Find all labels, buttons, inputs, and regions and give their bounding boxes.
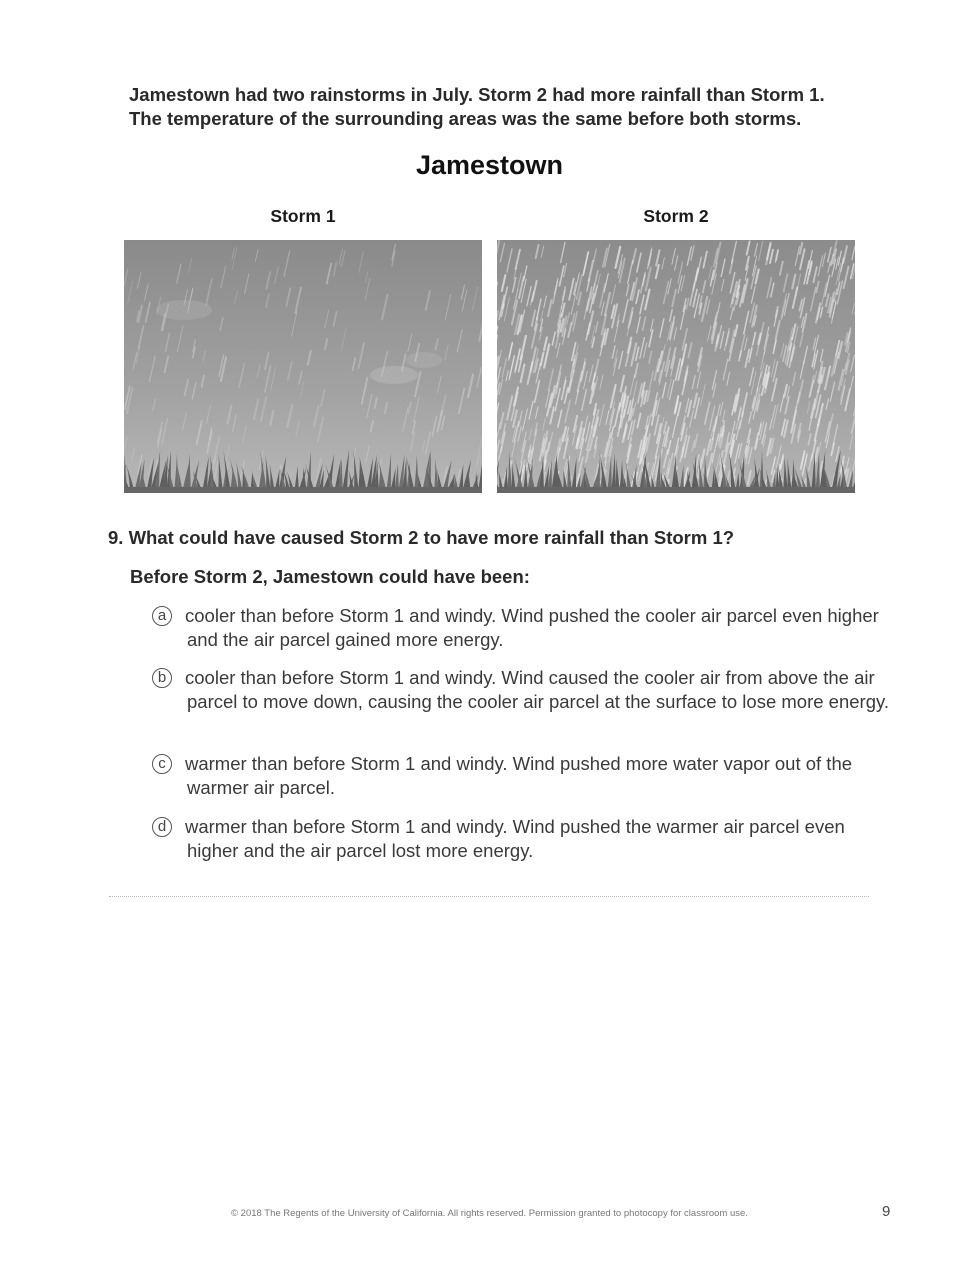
answer-option-a[interactable]: [152, 604, 892, 652]
section-divider: [109, 896, 869, 897]
option-a-text: cooler than before Storm 1 and windy. Wind pushed the cooler air parcel even higher and the air parcel gained more energy.: [185, 605, 879, 650]
option-c-bubble[interactable]: c: [152, 754, 172, 774]
option-a-bubble[interactable]: a: [152, 606, 172, 626]
storm-2-image: [497, 240, 855, 493]
intro-line-1: Jamestown had two rainstorms in July. Storm 2 had more rainfall than Storm 1.: [129, 84, 825, 105]
option-d-bubble[interactable]: d: [152, 817, 172, 837]
answer-option-b[interactable]: [152, 666, 892, 714]
answer-option-c[interactable]: [152, 752, 892, 800]
option-b-text: cooler than before Storm 1 and windy. Wind caused the cooler air from above the air parcel to move down, causing the cooler air parcel at the surface to lose more energy.: [185, 667, 889, 712]
intro-paragraph: [129, 83, 889, 131]
storm-2-label: Storm 2: [643, 206, 709, 226]
storm-1-rain-illustration: [124, 240, 482, 493]
copyright-notice: © 2018 The Regents of the University of California. All rights reserved. Permission granted to photocopy for classroom use.: [231, 1208, 748, 1219]
intro-line-2: The temperature of the surrounding areas was the same before both storms.: [129, 108, 802, 129]
figure-title: Jamestown: [415, 150, 564, 180]
ground-strip: [124, 487, 482, 493]
ground-strip: [497, 487, 855, 493]
option-b-bubble[interactable]: b: [152, 668, 172, 688]
question-9-prompt: 9. What could have caused Storm 2 to have more rainfall than Storm 1?: [108, 527, 735, 548]
storm-1-label: Storm 1: [270, 206, 336, 226]
storm-1-image: [124, 240, 482, 493]
option-d-text: warmer than before Storm 1 and windy. Wind pushed the warmer air parcel even higher and the air parcel lost more energy.: [185, 816, 845, 861]
question-stem: Before Storm 2, Jamestown could have been:: [130, 566, 530, 587]
option-c-text: warmer than before Storm 1 and windy. Wind pushed more water vapor out of the warmer air parcel.: [185, 753, 853, 798]
storm-2-rain-illustration: [497, 240, 855, 493]
page-number: 9: [882, 1203, 891, 1220]
answer-option-d[interactable]: [152, 815, 892, 863]
